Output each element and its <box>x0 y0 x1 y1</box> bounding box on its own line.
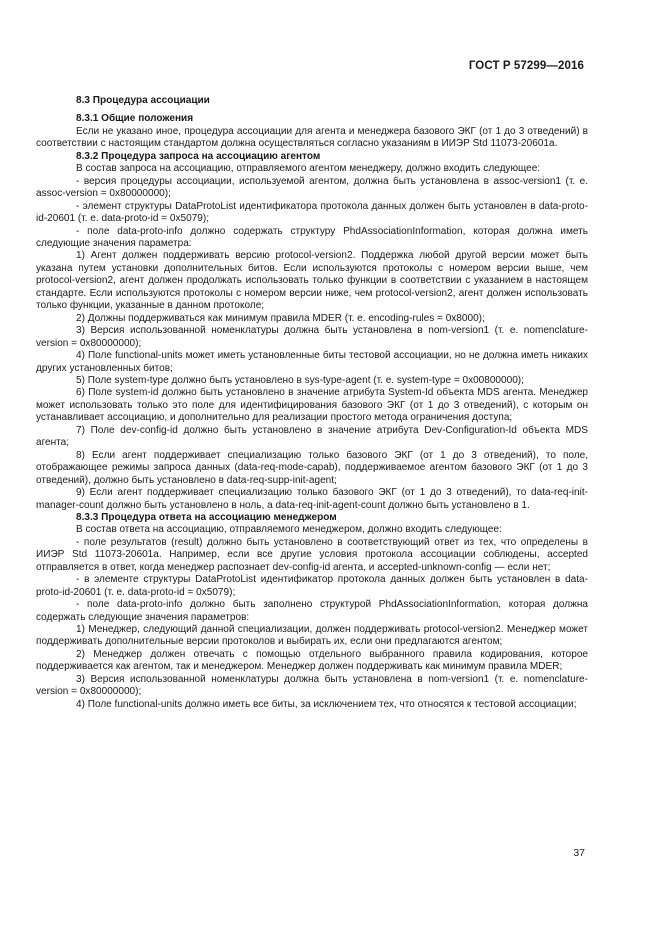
numbered-item: 5) Поле system-type должно быть установлено в sys-type-agent (т. е. system-type = 0x00800000); <box>76 374 524 386</box>
numbered-item: 1) Менеджер, следующий данной специализации, должен поддерживать protocol-version2. Менеджер может поддерживать дополнительные версии протоколов и выбирать их, если они предлагаются агентом; <box>36 624 588 648</box>
numbered-item: 9) Если агент поддерживает специализацию только базового ЭКГ (от 1 до 3 отведений), то data-req-init-manager-count должно быть установлено в ноль, а data-req-init-agent-count должно быть установлено в 1. <box>36 487 588 511</box>
paragraph: Если не указано иное, процедура ассоциации для агента и менеджера базового ЭКГ (от 1 до 3 отведений) в соответствии с настоящим стандартом должна осуществляться согласно указаниям в ИИЭР Std 11073-20601a. <box>36 125 588 150</box>
numbered-item: 2) Должны поддерживаться как минимум правила MDER (т. е. encoding-rules = 0x8000); <box>76 312 485 324</box>
paragraph: В состав запроса на ассоциацию, отправляемого агентом менеджеру, должно входить следующее: <box>76 163 541 175</box>
list-item: - элемент структуры DataProtoList идентификатора протокола данных должен быть установлен в data-proto-id-20601 (т. е. data-proto-id = 0x5079); <box>36 200 588 225</box>
numbered-item: 7) Поле dev-config-id должно быть установлено в значение атрибута Dev-Configuration-Id объекта MDS агента; <box>36 424 588 449</box>
numbered-item: 3) Версия использованной номенклатуры должна быть установлена в nom-version1 (т. е. nomenclature-version = 0x80000000); <box>36 673 588 698</box>
numbered-item: 8) Если агент поддерживает специализацию только базового ЭКГ (от 1 до 3 отведений), то поле, отображающее режимы запроса данных (data-req-mode-capab), поддерживаемое агентом базового ЭКГ (от 1 до 3 отведений), должно быть установлено в data-req-supp-init-agent; <box>36 449 588 486</box>
page-content <box>36 88 588 711</box>
paragraph: В состав ответа на ассоциацию, отправляемого менеджером, должно входить следующее: <box>76 524 502 536</box>
list-item: - поле data-proto-info должно содержать структуру PhdAssociationInformation, которая должна иметь следующие значения параметра: <box>36 225 588 249</box>
numbered-item: 6) Поле system-id должно быть установлено в значение атрибута System-Id объекта MDS агента. Менеджер может использовать только это поле для идентифицирования базового ЭКГ (от 1 до 3 отведений), с которым он устанавливает ассоциацию, и дополнительно для реализации простого метода ограничения доступа; <box>36 387 588 424</box>
numbered-item: 4) Поле functional-units должно иметь все биты, за исключением тех, что относятся к тестовой ассоциации; <box>76 698 577 710</box>
numbered-item: 1) Агент должен поддерживать версию protocol-version2. Поддержка любой другой версии может быть указана путем установки дополнительных битов. Если используются протоколы с номером версии выше, чем protocol-version2, агент должен продолжать использовать только функции в соответствии с указанием в настоящем стандарте. Если используются протоколы с номером версии ниже, чем protocol-version2, агент должен использовать только функции, указанные в данном протоколе; <box>36 250 588 312</box>
list-item: - поле результатов (result) должно быть установлено в соответствующий ответ из тех, что определены в ИИЭР Std 11073-20601a. Например, если все другие условия протокола ассоциации соблюдены, accepted отправляется в ответ, когда менеджер распознает dev-config-id агента, и accepted-unknown-config — если нет; <box>36 536 588 573</box>
list-item: - версия процедуры ассоциации, используемой агентом, должна быть установлена в assoc-version1 (т. е. assoc-version = 0x80000000); <box>36 175 588 200</box>
numbered-item: 3) Версия использованной номенклатуры должна быть установлена в nom-version1 (т. е. nomenclature-version = 0x80000000); <box>36 325 588 349</box>
page-number: 37 <box>573 847 585 859</box>
list-item: - поле data-proto-info должно быть заполнено структурой PhdAssociationInformation, которая должна содержать следующие значения параметров: <box>36 599 588 623</box>
list-item: - в элементе структуры DataProtoList идентификатор протокола данных должен быть установлен в data-proto-id-20601 (т. е. data-proto-id = 0x5079); <box>36 574 588 598</box>
subsection-title-8-3-3: 8.3.3 Процедура ответа на ассоциацию менеджером <box>76 511 337 523</box>
section-title: 8.3 Процедура ассоциации <box>76 95 210 106</box>
document-header: ГОСТ Р 57299—2016 <box>468 60 584 72</box>
subsection-title-8-3-2: 8.3.2 Процедура запроса на ассоциацию агентом <box>76 150 321 162</box>
subsection-title-8-3-1: 8.3.1 Общие положения <box>76 113 194 125</box>
numbered-item: 4) Поле functional-units может иметь установленные биты тестовой ассоциации, но не должна иметь никаких других установленных битов; <box>36 350 588 374</box>
numbered-item: 2) Менеджер должен отвечать с помощью отдельного выбранного правила кодирования, которое поддерживается как агентом, так и менеджером. Менеджер должен поддерживать как минимум правила MDER; <box>36 648 588 673</box>
